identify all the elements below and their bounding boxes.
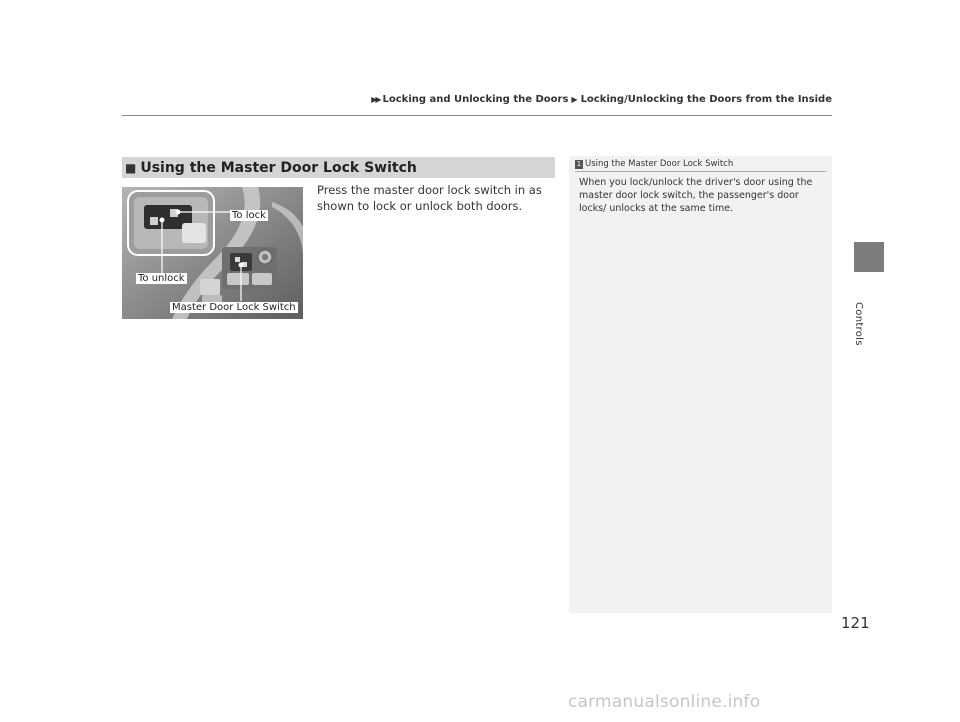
chapter-tab[interactable] bbox=[854, 242, 884, 272]
header-rule bbox=[122, 115, 832, 116]
note-body: When you lock/unlock the driver's door using the master door lock switch, the passenger's door locks/ unlocks at the same time. bbox=[579, 177, 813, 214]
note-heading bbox=[575, 159, 733, 169]
section-heading bbox=[122, 157, 555, 178]
chapter-label: Controls bbox=[853, 302, 864, 346]
section-title: Using the Master Door Lock Switch bbox=[140, 159, 417, 176]
body-paragraph: Press the master door lock switch in as shown to lock or unlock both doors. bbox=[317, 183, 542, 213]
note-rule bbox=[575, 171, 826, 172]
note-title: Using the Master Door Lock Switch bbox=[585, 159, 734, 169]
label-to-unlock: To unlock bbox=[138, 273, 185, 284]
breadcrumb bbox=[371, 94, 832, 105]
watermark: carmanualsonline.info bbox=[568, 692, 761, 712]
note-number: 1 bbox=[576, 159, 582, 168]
page-number: 121 bbox=[841, 614, 870, 632]
square-bullet-icon: ■ bbox=[125, 160, 137, 175]
note-panel bbox=[569, 156, 832, 613]
door-panel-graphic bbox=[122, 187, 303, 319]
label-to-lock: To lock bbox=[232, 210, 266, 221]
breadcrumb-item-2[interactable]: Locking/Unlocking the Doors from the Inside bbox=[580, 94, 832, 105]
arrow-icon: ▶ bbox=[571, 95, 578, 104]
label-master-switch: Master Door Lock Switch bbox=[172, 302, 296, 313]
switch-illustration bbox=[122, 187, 303, 319]
double-arrow-icon: ▶▶ bbox=[371, 95, 380, 104]
breadcrumb-item-1[interactable]: Locking and Unlocking the Doors bbox=[382, 94, 569, 105]
